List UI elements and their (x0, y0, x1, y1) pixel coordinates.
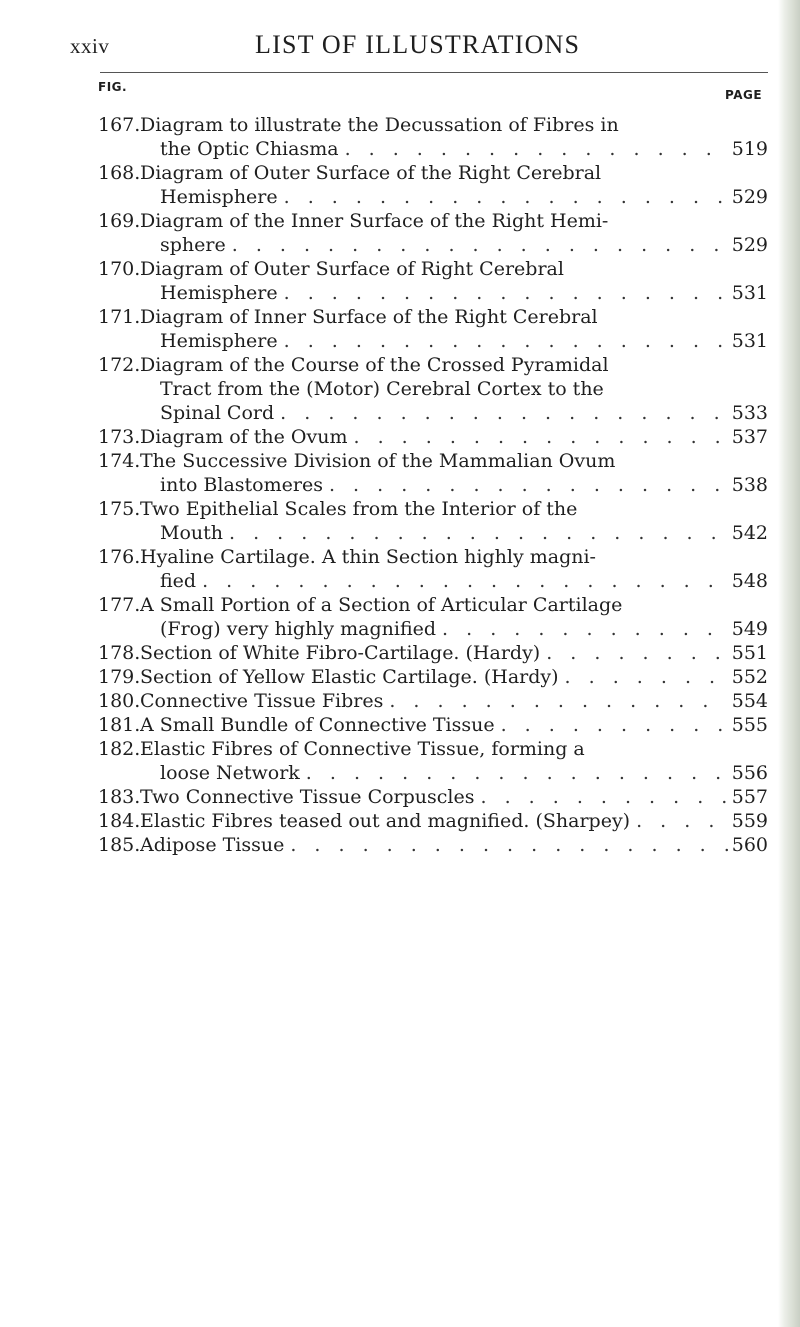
page-number-ref: 538 (731, 474, 768, 496)
dot-leader (436, 617, 728, 641)
entry-text: Section of Yellow Elastic Cartilage. (Hardy) (140, 666, 559, 688)
entry-line: Tract from the (Motor) Cerebral Cortex to the (160, 378, 604, 400)
header-rule (100, 72, 768, 73)
page-number-ref: 548 (731, 570, 768, 592)
entry-text: into Blastomeres (160, 474, 323, 496)
page-number-ref: 549 (731, 618, 768, 640)
entry-final-line (160, 569, 768, 593)
list-entry (98, 833, 778, 857)
entry-final-line (160, 281, 768, 305)
figure-number: 170. (98, 258, 141, 280)
dot-leader (630, 809, 728, 833)
dot-leader (559, 665, 728, 689)
dot-leader (278, 329, 728, 353)
page-number-ref: 519 (731, 138, 768, 160)
dot-leader (278, 185, 728, 209)
entry-text: sphere (160, 234, 226, 256)
page-number-ref: 551 (731, 642, 768, 664)
page-number-ref: 552 (731, 666, 768, 688)
entry-text: Connective Tissue Fibres (140, 690, 384, 712)
figure-number: 181. (98, 714, 141, 736)
list-entry (98, 425, 778, 449)
page-number: xxiv (70, 34, 110, 58)
figure-number: 183. (98, 786, 141, 808)
dot-leader (284, 833, 727, 857)
entry-final-line (140, 641, 768, 665)
list-entry (98, 785, 778, 809)
entry-final-line (160, 329, 768, 353)
figure-number: 171. (98, 306, 141, 328)
dot-leader (383, 689, 727, 713)
entry-line: Diagram to illustrate the Decussation of Fibres in (140, 114, 619, 136)
figure-number: 180. (98, 690, 141, 712)
entry-final-line (160, 233, 768, 257)
page-number-ref: 556 (731, 762, 768, 784)
page-number-ref: 542 (731, 522, 768, 544)
page-number-ref: 529 (731, 234, 768, 256)
list-entry (98, 641, 778, 665)
entry-line: The Successive Division of the Mammalian Ovum (140, 450, 616, 472)
list-entry (98, 737, 778, 785)
dot-leader (348, 425, 728, 449)
entry-text: fied (160, 570, 197, 592)
figure-number: 179. (98, 666, 141, 688)
entry-line: Diagram of Outer Surface of the Right Cerebral (140, 162, 602, 184)
entry-text: the Optic Chiasma (160, 138, 339, 160)
entry-text: Hemisphere (160, 330, 278, 352)
list-entry (98, 209, 778, 257)
figure-number: 168. (98, 162, 141, 184)
list-entry (98, 497, 778, 545)
figure-number: 182. (98, 738, 141, 760)
figure-number: 184. (98, 810, 141, 832)
entry-final-line (160, 761, 768, 785)
entry-final-line (140, 713, 768, 737)
entry-text: Mouth (160, 522, 224, 544)
entry-final-line (140, 809, 768, 833)
entry-text: Hemisphere (160, 282, 278, 304)
dot-leader (540, 641, 728, 665)
entry-text: loose Network (160, 762, 300, 784)
page-number-ref: 555 (731, 714, 768, 736)
dot-leader (323, 473, 728, 497)
dot-leader (196, 569, 728, 593)
dot-leader (278, 281, 728, 305)
entry-text: Section of White Fibro-Cartilage. (Hardy) (140, 642, 541, 664)
entry-final-line (140, 785, 768, 809)
figure-number: 177. (98, 594, 141, 616)
fig-column-heading: FIG. (98, 80, 128, 94)
page-number-ref: 559 (731, 810, 768, 832)
entry-text: Diagram of the Ovum (140, 426, 348, 448)
page-header (70, 30, 770, 70)
dot-leader (495, 713, 728, 737)
figure-number: 185. (98, 834, 141, 856)
list-entry (98, 593, 778, 641)
entry-text: Two Connective Tissue Corpuscles (140, 786, 475, 808)
figure-number: 175. (98, 498, 141, 520)
list-entry (98, 545, 778, 593)
dot-leader (223, 521, 728, 545)
figure-number: 167. (98, 114, 141, 136)
figure-number: 178. (98, 642, 141, 664)
entry-final-line (140, 689, 768, 713)
entry-final-line (140, 833, 768, 857)
list-entry (98, 809, 778, 833)
page-number-ref: 560 (731, 834, 768, 856)
entry-line: Elastic Fibres of Connective Tissue, forming a (140, 738, 585, 760)
entry-final-line (140, 665, 768, 689)
entry-final-line (160, 137, 768, 161)
running-title: LIST OF ILLUSTRATIONS (255, 30, 581, 59)
list-entry (98, 665, 778, 689)
dot-leader (339, 137, 728, 161)
page-number-ref: 529 (731, 186, 768, 208)
page-number-ref: 531 (731, 282, 768, 304)
dot-leader (300, 761, 728, 785)
figure-number: 169. (98, 210, 141, 232)
list-entry (98, 161, 778, 209)
list-entry (98, 689, 778, 713)
entry-final-line (160, 473, 768, 497)
list-entry (98, 257, 778, 305)
entry-line: Diagram of the Course of the Crossed Pyramidal (140, 354, 609, 376)
entry-text: (Frog) very highly magnified (160, 618, 437, 640)
entry-text: Spinal Cord (160, 402, 275, 424)
list-entry (98, 113, 778, 161)
page-number-ref: 533 (731, 402, 768, 424)
entry-text: A Small Bundle of Connective Tissue (140, 714, 495, 736)
page-number-ref: 531 (731, 330, 768, 352)
figure-number: 176. (98, 546, 141, 568)
entry-final-line (160, 617, 768, 641)
entry-line: Diagram of the Inner Surface of the Right Hemi- (140, 210, 609, 232)
entry-text: Elastic Fibres teased out and magnified. (Sharpey) (140, 810, 631, 832)
entry-line: Diagram of Inner Surface of the Right Cerebral (140, 306, 598, 328)
figure-number: 174. (98, 450, 141, 472)
entry-final-line (160, 401, 768, 425)
entry-line: A Small Portion of a Section of Articular Cartilage (140, 594, 623, 616)
list-entry (98, 713, 778, 737)
list-entry (98, 305, 778, 353)
page-column-heading: PAGE (725, 88, 763, 102)
list-entry (98, 353, 778, 425)
illustration-list (98, 113, 778, 857)
dot-leader (274, 401, 728, 425)
entry-text: Hemisphere (160, 186, 278, 208)
dot-leader (475, 785, 728, 809)
entry-text: Adipose Tissue (140, 834, 285, 856)
page-number-ref: 554 (731, 690, 768, 712)
page-number-ref: 537 (731, 426, 768, 448)
entry-final-line (160, 185, 768, 209)
page-edge-shadow (778, 0, 800, 1327)
entry-final-line (140, 425, 768, 449)
entry-line: Two Epithelial Scales from the Interior of the (140, 498, 578, 520)
entry-line: Hyaline Cartilage. A thin Section highly magni- (140, 546, 596, 568)
page-number-ref: 557 (731, 786, 768, 808)
figure-number: 173. (98, 426, 141, 448)
entry-final-line (160, 521, 768, 545)
dot-leader (226, 233, 728, 257)
figure-number: 172. (98, 354, 141, 376)
list-entry (98, 449, 778, 497)
entry-line: Diagram of Outer Surface of Right Cerebral (140, 258, 564, 280)
